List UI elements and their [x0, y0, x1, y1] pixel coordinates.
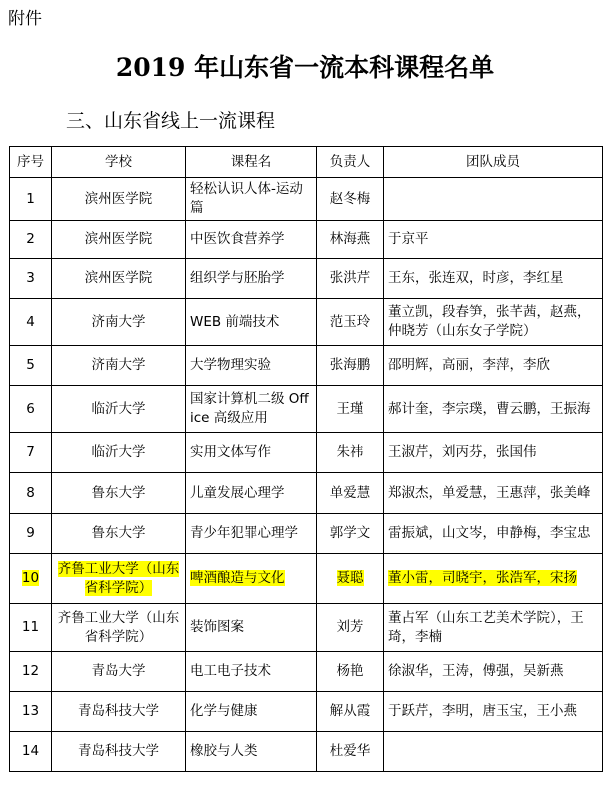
row-number-text: 8 [26, 484, 35, 501]
table-row [10, 259, 603, 299]
row-number-text: 1 [26, 190, 35, 207]
row-team-members [384, 473, 603, 514]
row-team-members-text: 董占军（山东工艺美术学院），王琦，李楠 [388, 609, 584, 645]
row-lead [317, 346, 384, 386]
row-school-text: 滨州医学院 [84, 231, 153, 247]
row-course-name [186, 346, 317, 386]
row-course-name [186, 554, 317, 604]
row-course-name [186, 652, 317, 692]
row-lead [317, 299, 384, 346]
row-lead-text: 聂聪 [336, 570, 364, 586]
row-course-name [186, 732, 317, 772]
row-lead-text: 杜爱华 [329, 743, 371, 759]
row-number-text: 7 [26, 444, 35, 460]
row-lead-text: 杨艳 [336, 663, 364, 679]
header-lead: 负责人 [317, 147, 384, 178]
row-number [10, 604, 52, 652]
row-school [52, 554, 186, 604]
row-team-members [384, 386, 603, 433]
row-course-name-text: 实用文体写作 [190, 444, 271, 460]
row-school-text: 青岛科技大学 [78, 703, 159, 719]
row-lead-text: 范玉玲 [329, 313, 371, 330]
row-team-members [384, 652, 603, 692]
row-course-name-text: 装饰图案 [190, 619, 244, 635]
row-school [52, 652, 186, 692]
row-team-members [384, 514, 603, 554]
table-row [10, 473, 603, 514]
row-team-members-text: 徐淑华，王涛，傅强，吴新燕 [388, 663, 564, 679]
row-number-text: 10 [21, 570, 40, 586]
row-number [10, 221, 52, 259]
row-team-members-text: 于跃芹，李明，唐玉宝，王小燕 [388, 703, 577, 719]
course-table [9, 146, 603, 772]
row-course-name-text: 大学物理实验 [190, 357, 271, 373]
row-school [52, 221, 186, 259]
row-course-name-text: 啤酒酿造与文化 [190, 570, 285, 586]
row-number [10, 299, 52, 346]
row-number-text: 13 [21, 703, 40, 719]
row-school-text: 鲁东大学 [91, 525, 146, 541]
row-team-members-text: 董立凯，段春笋，张芊茜，赵燕，仲晓芳（山东女子学院） [388, 304, 591, 339]
table-row [10, 178, 603, 221]
table-row [10, 652, 603, 692]
attachment-label: 附件 [8, 9, 42, 29]
row-team-members-text: 邵明辉，高丽，李萍，李欣 [388, 357, 550, 373]
table-header-row [10, 147, 603, 178]
row-lead-text: 张洪芹 [329, 270, 371, 286]
row-team-members [384, 604, 603, 652]
row-school [52, 346, 186, 386]
table-row [10, 299, 603, 346]
header-course: 课程名 [186, 147, 317, 178]
row-school [52, 433, 186, 473]
row-school [52, 299, 186, 346]
row-team-members-text: 董小雷，司晓宇，张浩军，宋扬 [388, 570, 577, 586]
table-row [10, 346, 603, 386]
row-number [10, 433, 52, 473]
row-team-members-text: 王东，张连双，时彦，李红星 [388, 270, 564, 286]
header-school: 学校 [52, 147, 186, 178]
row-course-name-text: 青少年犯罪心理学 [190, 525, 298, 541]
row-team-members-text: 于京平 [388, 231, 429, 247]
row-school [52, 692, 186, 732]
document-title: 2019 年山东省一流本科课程名单 [115, 53, 495, 82]
row-course-name [186, 604, 317, 652]
row-number [10, 554, 52, 604]
row-number-text: 11 [21, 619, 40, 635]
row-number-text: 14 [21, 743, 40, 759]
row-lead [317, 473, 384, 514]
row-number-text: 3 [26, 270, 35, 286]
row-team-members [384, 346, 603, 386]
row-school-text: 济南大学 [91, 313, 146, 330]
row-number-text: 9 [26, 525, 35, 541]
row-number [10, 732, 52, 772]
row-lead [317, 732, 384, 772]
row-number [10, 386, 52, 433]
row-team-members [384, 433, 603, 473]
row-course-name [186, 299, 317, 346]
row-lead-text: 解从霞 [329, 703, 371, 719]
row-school [52, 473, 186, 514]
row-course-name [186, 692, 317, 732]
row-school-text: 济南大学 [91, 357, 146, 373]
row-school-text: 青岛大学 [91, 663, 146, 679]
row-team-members [384, 221, 603, 259]
row-lead [317, 221, 384, 259]
row-number-text: 5 [26, 357, 35, 373]
row-number-text: 12 [21, 663, 40, 679]
row-school-text: 鲁东大学 [91, 484, 146, 501]
section-title: 三、山东省线上一流课程 [66, 110, 276, 132]
row-team-members-text: 王淑芹，刘丙芬，张国伟 [388, 444, 537, 460]
row-lead-text: 王瑾 [336, 400, 364, 417]
header-no: 序号 [10, 147, 52, 178]
row-number-text: 4 [26, 313, 35, 330]
table-row [10, 732, 603, 772]
row-course-name-text: 轻松认识人体-运动篇 [190, 181, 303, 216]
row-lead-text: 刘芳 [336, 619, 364, 635]
table-row [10, 554, 603, 604]
row-number-text: 2 [26, 231, 35, 247]
row-lead [317, 692, 384, 732]
row-team-members-text: 雷振斌，山文岑，申静梅，李宝忠 [388, 525, 591, 541]
row-lead [317, 652, 384, 692]
row-school-text: 滨州医学院 [84, 270, 153, 286]
row-course-name [186, 259, 317, 299]
row-lead [317, 386, 384, 433]
row-school [52, 604, 186, 652]
row-school [52, 732, 186, 772]
row-lead [317, 514, 384, 554]
table-row [10, 514, 603, 554]
row-team-members [384, 178, 603, 221]
row-course-name-text: 电工电子技术 [190, 663, 271, 679]
row-course-name-text: 中医饮食营养学 [190, 231, 285, 247]
row-course-name [186, 473, 317, 514]
row-lead-text: 林海燕 [329, 231, 371, 247]
row-course-name-text: WEB 前端技术 [190, 313, 280, 330]
row-school-text: 青岛科技大学 [78, 743, 159, 759]
row-course-name [186, 221, 317, 259]
row-course-name [186, 178, 317, 221]
row-number-text: 6 [26, 400, 35, 417]
row-course-name [186, 433, 317, 473]
row-number [10, 346, 52, 386]
row-lead-text: 赵冬梅 [329, 190, 371, 207]
table-row [10, 433, 603, 473]
row-school [52, 259, 186, 299]
row-number [10, 178, 52, 221]
row-course-name [186, 386, 317, 433]
row-lead [317, 554, 384, 604]
row-course-name-text: 化学与健康 [190, 703, 258, 719]
row-lead-text: 郭学文 [329, 525, 371, 541]
row-lead-text: 张海鹏 [329, 357, 371, 373]
row-number [10, 652, 52, 692]
table-row [10, 221, 603, 259]
row-school [52, 514, 186, 554]
row-course-name-text: 组织学与胚胎学 [190, 270, 285, 286]
row-school-text: 临沂大学 [91, 444, 146, 460]
row-course-name-text: 国家计算机二级 Office 高级应用 [190, 391, 309, 426]
table-row [10, 692, 603, 732]
row-team-members [384, 554, 603, 604]
row-team-members [384, 299, 603, 346]
row-school-text: 齐鲁工业大学（山东省科学院） [57, 560, 180, 596]
row-school-text: 滨州医学院 [84, 190, 153, 207]
row-lead [317, 259, 384, 299]
row-lead [317, 433, 384, 473]
row-school [52, 178, 186, 221]
row-lead [317, 178, 384, 221]
row-course-name-text: 儿童发展心理学 [190, 484, 285, 501]
table-row [10, 604, 603, 652]
row-team-members [384, 732, 603, 772]
row-course-name-text: 橡胶与人类 [190, 743, 258, 759]
row-school-text: 齐鲁工业大学（山东省科学院） [57, 609, 180, 645]
table-body [10, 178, 603, 772]
row-number [10, 259, 52, 299]
row-lead [317, 604, 384, 652]
row-team-members [384, 259, 603, 299]
row-lead-text: 单爱慧 [329, 484, 371, 501]
row-school [52, 386, 186, 433]
table-row [10, 386, 603, 433]
row-school-text: 临沂大学 [91, 400, 146, 417]
row-lead-text: 朱祎 [336, 444, 364, 460]
row-team-members-text: 郑淑杰，单爱慧，王惠萍，张美峰 [388, 484, 591, 501]
row-number [10, 514, 52, 554]
row-team-members [384, 692, 603, 732]
row-number [10, 692, 52, 732]
row-team-members-text: 郝计奎，李宗璞，曹云鹏，王振海 [388, 400, 591, 417]
row-course-name [186, 514, 317, 554]
header-team: 团队成员 [384, 147, 603, 178]
row-number [10, 473, 52, 514]
